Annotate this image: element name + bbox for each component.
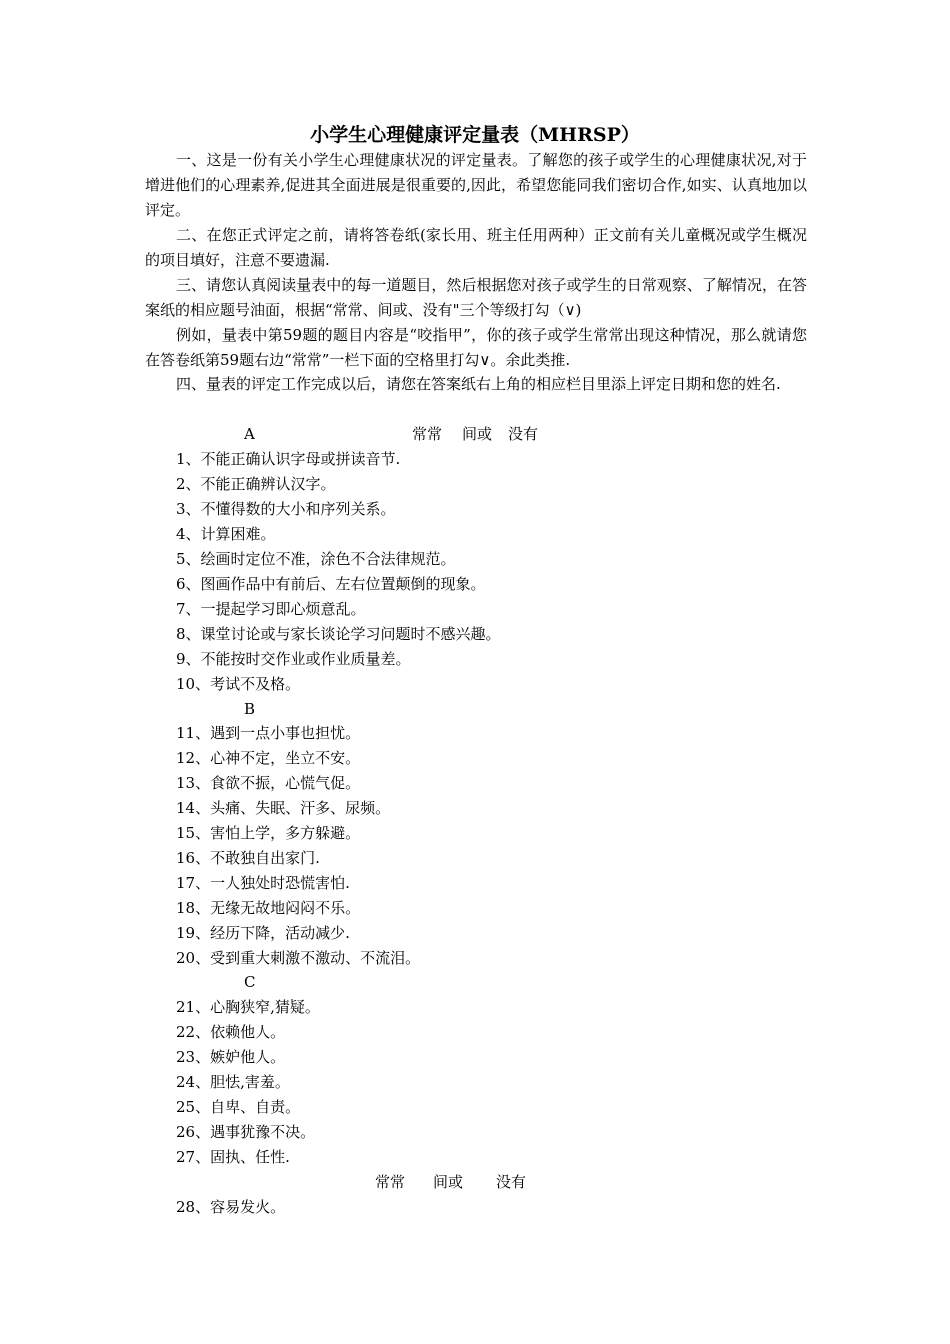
list-item: 17、一人独处时恐慌害怕. (176, 874, 350, 892)
column-header-often: 常常 (412, 425, 443, 443)
list-item: 4、计算困难。 (176, 525, 276, 543)
column-header-never: 没有 (496, 1173, 527, 1191)
column-header-sometimes: 间或 (462, 425, 493, 443)
list-item: 21、心胸狭窄,猜疑。 (176, 998, 320, 1016)
column-header-sometimes: 间或 (433, 1173, 464, 1191)
column-header-row-2 (0, 1170, 950, 1195)
list-item: 15、害怕上学，多方躲避。 (176, 824, 361, 842)
list-item: 19、经历下降，活动减少. (176, 924, 350, 942)
section-c-label: C (244, 973, 256, 991)
instruction-paragraph-4: 四、量表的评定工作完成以后，请您在答案纸右上角的相应栏目里添上评定日期和您的姓名. (176, 375, 781, 393)
list-item: 8、课堂讨论或与家长谈论学习问题时不感兴趣。 (176, 625, 501, 643)
list-item: 26、遇事犹豫不决。 (176, 1123, 316, 1141)
instruction-paragraph-2: 二、在您正式评定之前，请将答卷纸(家长用、班主任用两种）正文前有关儿童概况或学生概况的项目填好，注意不要遗漏. (145, 226, 807, 269)
section-a-header (0, 422, 950, 447)
list-item: 13、食欲不振，心慌气促。 (176, 774, 361, 792)
list-item: 23、嫉妒他人。 (176, 1048, 286, 1066)
list-item: 24、胆怯,害羞。 (176, 1073, 290, 1091)
list-item: 11、遇到一点小事也担忧。 (176, 724, 361, 742)
list-item: 3、不懂得数的大小和序列关系。 (176, 500, 396, 518)
list-item: 18、无缘无故地闷闷不乐。 (176, 899, 361, 917)
section-c-list (176, 995, 796, 1170)
list-item: 9、不能按时交作业或作业质量差。 (176, 650, 411, 668)
page-title: 小学生心理健康评定量表（MHRSP） (310, 124, 640, 146)
list-item: 22、依赖他人。 (176, 1023, 286, 1041)
list-item: 14、头痛、失眠、汗多、尿频。 (176, 799, 391, 817)
list-item: 5、绘画时定位不准，涂色不合法律规范。 (176, 550, 456, 568)
list-item: 25、自卑、自责。 (176, 1098, 301, 1116)
list-item: 6、图画作品中有前后、左右位置颠倒的现象。 (176, 575, 486, 593)
section-d-list (176, 1195, 796, 1220)
list-item: 12、心神不定，坐立不安。 (176, 749, 361, 767)
instruction-paragraph-3: 三、请您认真阅读量表中的每一道题目，然后根据您对孩子或学生的日常观察、了解情况，在答案纸的相应题号油面，根据“常常、间或、没有"三个等级打勾（∨) (145, 276, 807, 319)
instruction-paragraph-1: 一、这是一份有关小学生心理健康状况的评定量表。了解您的孩子或学生的心理健康状况,对于增进他们的心理素养,促进其全面进展是很重要的,因此，希望您能同我们密切合作,如实、认真地加以评定。 (145, 151, 807, 219)
list-item: 7、一提起学习即心烦意乱。 (176, 600, 366, 618)
list-item: 27、固执、任性. (176, 1148, 290, 1166)
section-a-list (176, 447, 796, 697)
column-header-never: 没有 (508, 425, 539, 443)
section-b-list (176, 721, 796, 971)
list-item: 1、不能正确认识字母或拼读音节. (176, 450, 401, 468)
list-item: 10、考试不及格。 (176, 675, 301, 693)
section-b-label: B (244, 700, 256, 718)
column-header-often: 常常 (375, 1173, 406, 1191)
section-a-label: A (244, 425, 255, 443)
instruction-example-paragraph: 例如，量表中第59题的题目内容是“咬指甲”，你的孩子或学生常常出现这种情况，那么就请您在答卷纸第59题右边“常常”一栏下面的空格里打勾∨。余此类推. (145, 326, 807, 369)
list-item: 16、不敢独自出家门. (176, 849, 320, 867)
list-item: 28、容易发火。 (176, 1198, 286, 1216)
list-item: 20、受到重大刺激不激动、不流泪。 (176, 949, 421, 967)
list-item: 2、不能正确辨认汉字。 (176, 475, 336, 493)
